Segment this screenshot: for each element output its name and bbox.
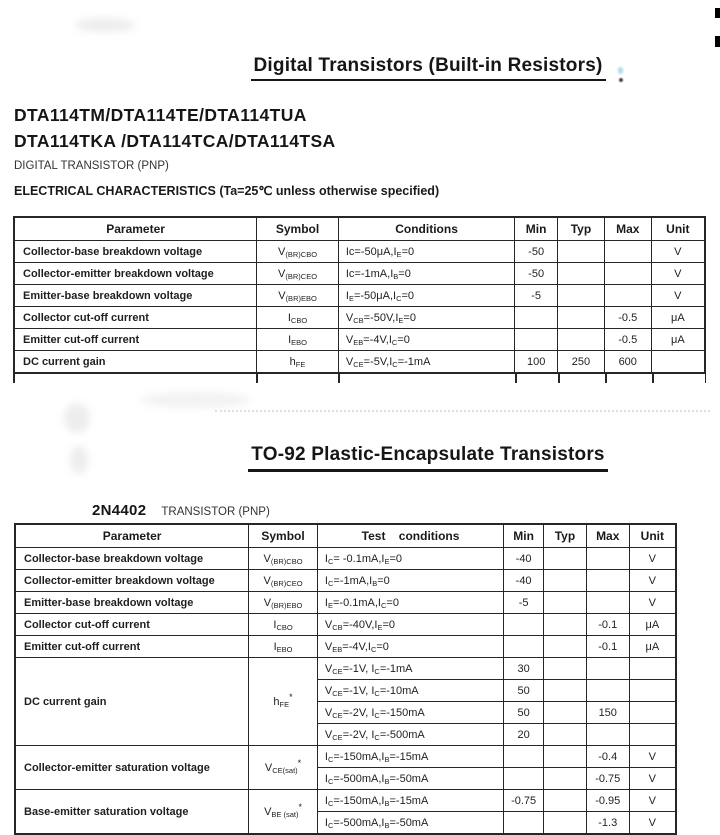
column-header-typ: Typ	[544, 524, 587, 548]
cell-typ	[558, 285, 605, 307]
cell-unit: V	[629, 746, 676, 768]
cell-parameter: Collector-emitter breakdown voltage	[15, 570, 249, 592]
column-header-max: Max	[604, 217, 651, 241]
cell-unit: V	[629, 812, 676, 835]
section2-title-row	[136, 443, 720, 472]
cell-unit: V	[629, 570, 676, 592]
column-header-conditions: Conditions	[338, 217, 514, 241]
section2-table-wrap	[14, 523, 677, 835]
cell-conditions: $I_C=-150mA,I_B=-15mA$	[317, 746, 503, 768]
table-header-row	[14, 217, 705, 241]
cell-parameter: Emitter cut-off current	[15, 636, 249, 658]
cell-typ	[544, 614, 587, 636]
cell-unit: V	[629, 768, 676, 790]
cell-max	[604, 263, 651, 285]
cell-unit: μA	[651, 329, 705, 351]
cell-max: -0.1	[586, 636, 629, 658]
cell-min: 50	[504, 680, 544, 702]
cell-symbol: $I_{EBO}$	[249, 636, 318, 658]
cell-symbol: $h_{FE}^*$	[249, 658, 318, 746]
cell-conditions: $I_E=-50\mu A,I_C=0$	[338, 285, 514, 307]
table-header-row	[15, 524, 676, 548]
cell-min: 50	[504, 702, 544, 724]
section2-part-number: 2N4402	[92, 502, 147, 519]
cell-parameter: DC current gain	[15, 658, 249, 746]
cell-unit: μA	[629, 636, 676, 658]
cell-conditions: $V_{CE}=-1V$, $I_C=-1mA$	[317, 658, 503, 680]
cell-max	[586, 724, 629, 746]
cell-typ	[544, 724, 587, 746]
column-header-typ: Typ	[558, 217, 605, 241]
table-row	[15, 592, 676, 614]
scan-smudge	[140, 392, 250, 408]
cell-max: -1.3	[586, 812, 629, 835]
cell-min	[504, 812, 544, 835]
cell-max	[586, 658, 629, 680]
cell-max: -0.5	[604, 329, 651, 351]
cell-max: 150	[586, 702, 629, 724]
table-row	[14, 285, 705, 307]
cell-min: 30	[504, 658, 544, 680]
cropped-row-stub	[13, 374, 706, 383]
column-header-symbol: Symbol	[257, 217, 339, 241]
cell-unit: V	[651, 241, 705, 263]
cell-max	[604, 241, 651, 263]
cell-min: -50	[515, 241, 558, 263]
section2-title: TO-92 Plastic-Encapsulate Transistors	[248, 443, 607, 472]
cell-symbol: $V_{(BR)EBO}$	[257, 285, 339, 307]
section1-table-wrap	[13, 216, 706, 383]
cell-min: -50	[515, 263, 558, 285]
cell-typ	[544, 636, 587, 658]
cell-max: -0.5	[604, 307, 651, 329]
cell-unit: V	[651, 263, 705, 285]
table-row	[14, 351, 705, 374]
cell-symbol: $V_{BE (sat)}^*$	[249, 790, 318, 835]
cell-unit: V	[629, 790, 676, 812]
cell-max: -0.4	[586, 746, 629, 768]
table-row	[15, 614, 676, 636]
cell-conditions: $V_{CE}=-2V$, $I_C=-500mA$	[317, 724, 503, 746]
table-row	[15, 790, 676, 812]
cell-max: 600	[604, 351, 651, 374]
cell-typ	[544, 790, 587, 812]
column-header-min: Min	[515, 217, 558, 241]
cell-min: 20	[504, 724, 544, 746]
table-row	[14, 241, 705, 263]
cell-min	[504, 746, 544, 768]
cell-min: -40	[504, 570, 544, 592]
cell-typ	[544, 548, 587, 570]
scan-smudge	[75, 18, 135, 32]
test-conditions-table	[14, 523, 677, 835]
table-row	[14, 329, 705, 351]
cell-min	[504, 614, 544, 636]
cell-parameter: Collector cut-off current	[15, 614, 249, 636]
table-row	[15, 548, 676, 570]
cell-unit: V	[629, 548, 676, 570]
cell-symbol: $V_{(BR)EBO}$	[249, 592, 318, 614]
column-header-conditions: Test conditions	[317, 524, 503, 548]
cell-min: -5	[504, 592, 544, 614]
cell-typ	[544, 680, 587, 702]
column-header-max: Max	[586, 524, 629, 548]
cell-min: -5	[515, 285, 558, 307]
cell-conditions: $V_{CB}=-40V,I_E=0$	[317, 614, 503, 636]
column-header-parameter: Parameter	[15, 524, 249, 548]
cell-unit	[629, 658, 676, 680]
cell-max	[586, 680, 629, 702]
cell-min: 100	[515, 351, 558, 374]
section1-characteristics-heading: ELECTRICAL CHARACTERISTICS (Ta=25℃ unless otherwise specified)	[14, 184, 440, 198]
cell-typ	[544, 658, 587, 680]
section1-title: Digital Transistors (Built-in Resistors)	[251, 54, 606, 81]
cell-parameter: Emitter-base breakdown voltage	[14, 285, 257, 307]
cell-min	[515, 329, 558, 351]
cell-conditions: $I_C=-500mA,I_B=-50mA$	[317, 768, 503, 790]
cell-parameter: Collector-emitter breakdown voltage	[14, 263, 257, 285]
cell-conditions: $V_{CB}=-50V,I_E=0$	[338, 307, 514, 329]
column-header-unit: Unit	[629, 524, 676, 548]
cell-min	[504, 636, 544, 658]
cell-parameter: Collector-base breakdown voltage	[14, 241, 257, 263]
section1-device-type: DIGITAL TRANSISTOR (PNP)	[14, 160, 169, 172]
section2-part-row	[92, 502, 270, 520]
section1-title-row	[136, 54, 720, 81]
scan-edge-mark-1	[715, 8, 720, 18]
cell-unit	[651, 351, 705, 374]
cell-conditions: $V_{EB}=-4V,I_C=0$	[317, 636, 503, 658]
cell-min	[504, 768, 544, 790]
cell-typ	[558, 241, 605, 263]
column-header-unit: Unit	[651, 217, 705, 241]
cell-max: -0.95	[586, 790, 629, 812]
cell-conditions: $Ic=-1mA,I_B=0$	[338, 263, 514, 285]
cell-typ	[544, 768, 587, 790]
cell-typ	[558, 329, 605, 351]
cell-min: -0.75	[504, 790, 544, 812]
cell-unit	[629, 724, 676, 746]
cell-symbol: $V_{(BR)CBO}$	[257, 241, 339, 263]
cell-symbol: $V_{(BR)CBO}$	[249, 548, 318, 570]
cell-unit	[629, 702, 676, 724]
table-row	[15, 658, 676, 680]
scan-edge-mark-2	[715, 36, 720, 47]
cell-conditions: $V_{CE}=-1V$, $I_C=-10mA$	[317, 680, 503, 702]
cell-parameter: Emitter-base breakdown voltage	[15, 592, 249, 614]
cell-parameter: DC current gain	[14, 351, 257, 374]
cell-max: -0.1	[586, 614, 629, 636]
cell-conditions: $V_{CE}=-5V,I_C=-1mA$	[338, 351, 514, 374]
cell-typ	[558, 307, 605, 329]
cell-conditions: $I_E=-0.1mA,I_C=0$	[317, 592, 503, 614]
column-header-min: Min	[504, 524, 544, 548]
cell-max	[586, 592, 629, 614]
cell-typ	[544, 592, 587, 614]
cell-typ	[558, 263, 605, 285]
cell-conditions: $I_C=-500mA,I_B=-50mA$	[317, 812, 503, 835]
cell-symbol: $V_{(BR)CEO}$	[257, 263, 339, 285]
cell-typ	[544, 702, 587, 724]
cell-typ	[544, 746, 587, 768]
table-row	[15, 636, 676, 658]
cell-unit: V	[629, 592, 676, 614]
cell-max	[586, 570, 629, 592]
cell-parameter: Emitter cut-off current	[14, 329, 257, 351]
table-row	[15, 570, 676, 592]
table-row	[14, 263, 705, 285]
cell-conditions: $V_{EB}=-4V,I_C=0$	[338, 329, 514, 351]
cell-min	[515, 307, 558, 329]
cell-unit: μA	[651, 307, 705, 329]
column-header-symbol: Symbol	[249, 524, 318, 548]
part-numbers-line2: DTA114TKA /DTA114TCA/DTA114TSA	[14, 131, 336, 151]
part-numbers-line1: DTA114TM/DTA114TE/DTA114TUA	[14, 105, 307, 125]
cell-max	[604, 285, 651, 307]
cell-parameter: Base-emitter saturation voltage	[15, 790, 249, 835]
scan-smudge	[64, 403, 90, 433]
section1-part-numbers	[14, 102, 336, 154]
cell-conditions: $V_{CE}=-2V$, $I_C=-150mA$	[317, 702, 503, 724]
cell-conditions: $I_C=-1mA,I_B=0$	[317, 570, 503, 592]
cell-symbol: $h_{FE}$	[257, 351, 339, 374]
cell-typ: 250	[558, 351, 605, 374]
cell-parameter: Collector-emitter saturation voltage	[15, 746, 249, 790]
cell-symbol: $V_{CE(sat)}^*$	[249, 746, 318, 790]
cell-max: -0.75	[586, 768, 629, 790]
cell-conditions: $I_C= -0.1mA,I_E=0$	[317, 548, 503, 570]
cell-conditions: $I_C=-150mA,I_B=-15mA$	[317, 790, 503, 812]
cell-parameter: Collector cut-off current	[14, 307, 257, 329]
cell-symbol: $I_{CBO}$	[257, 307, 339, 329]
cell-symbol: $V_{(BR)CEO}$	[249, 570, 318, 592]
scan-streak	[215, 410, 710, 412]
cell-symbol: $I_{CBO}$	[249, 614, 318, 636]
cell-unit: V	[651, 285, 705, 307]
table-row	[14, 307, 705, 329]
cell-symbol: $I_{EBO}$	[257, 329, 339, 351]
scan-smudge	[70, 446, 88, 474]
cell-parameter: Collector-base breakdown voltage	[15, 548, 249, 570]
section2-device-type: TRANSISTOR (PNP)	[161, 506, 270, 518]
table-row	[15, 746, 676, 768]
electrical-characteristics-table	[13, 216, 706, 374]
cell-conditions: $Ic=-50\mu A,I_E=0$	[338, 241, 514, 263]
cell-unit	[629, 680, 676, 702]
cell-min: -40	[504, 548, 544, 570]
cell-typ	[544, 570, 587, 592]
cell-typ	[544, 812, 587, 835]
cell-max	[586, 548, 629, 570]
column-header-parameter: Parameter	[14, 217, 257, 241]
cell-unit: μA	[629, 614, 676, 636]
